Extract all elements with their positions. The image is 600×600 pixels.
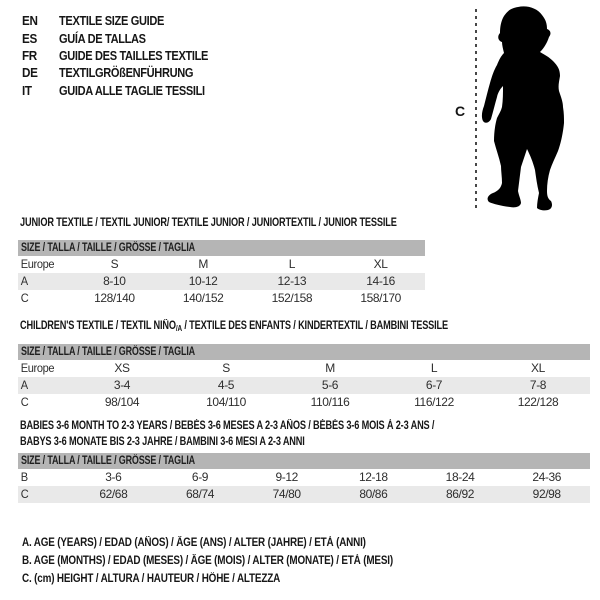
row-label: Europe bbox=[20, 361, 55, 375]
row-label: C bbox=[20, 487, 29, 501]
size-cell: 140/152 bbox=[182, 291, 224, 305]
language-row bbox=[22, 82, 234, 99]
size-cell: 110/116 bbox=[310, 395, 350, 409]
size-cell: 6-7 bbox=[425, 378, 443, 392]
table-row bbox=[18, 360, 590, 377]
footnote-c: C. (cm) HEIGHT / ALTURA / HAUTEUR / HÖHE / ALTEZZA bbox=[22, 573, 281, 585]
footnote-a: A. AGE (YEARS) / EDAD (AÑOS) / ÂGE (ANS) / ALTER (JAHRE) / ETÀ (ANNI) bbox=[22, 537, 366, 549]
size-cell: 128/140 bbox=[94, 291, 135, 305]
size-header-band bbox=[18, 453, 590, 469]
footnote-legend bbox=[22, 534, 453, 588]
size-cell: XS bbox=[114, 361, 130, 375]
table-row bbox=[18, 290, 425, 307]
height-measure-label: C bbox=[455, 103, 466, 119]
size-cell: 62/68 bbox=[99, 487, 128, 501]
size-cell: 7-8 bbox=[529, 378, 547, 392]
size-cell: S bbox=[222, 361, 230, 375]
size-cell: M bbox=[198, 257, 208, 271]
size-header-label: SIZE / TALLA / TAILLE / GRÖSSE / TAGLIA bbox=[21, 346, 195, 358]
junior-size-table bbox=[18, 240, 425, 307]
table-row bbox=[18, 469, 590, 486]
size-cell: 6-9 bbox=[191, 470, 209, 484]
size-cell: M bbox=[325, 361, 335, 375]
language-title: TEXTILGRÖßENFÜHRUNG bbox=[59, 65, 194, 81]
language-code: FR bbox=[22, 47, 37, 63]
size-cell: S bbox=[110, 257, 119, 271]
size-cell: 12-18 bbox=[359, 470, 388, 484]
size-cell: XL bbox=[531, 361, 545, 375]
size-cell: 152/158 bbox=[271, 291, 313, 305]
size-cell: 24-36 bbox=[532, 470, 562, 484]
row-label: Europe bbox=[20, 257, 55, 271]
size-header-band bbox=[18, 344, 590, 360]
language-title: GUÍA DE TALLAS bbox=[59, 30, 146, 46]
language-row bbox=[22, 29, 234, 46]
size-cell: 10-12 bbox=[188, 274, 218, 288]
size-cell: 9-12 bbox=[275, 470, 298, 484]
language-code: DE bbox=[22, 65, 38, 81]
babies-table-title-line2: BABYS 3-6 MONATE BIS 2-3 JAHRE / BAMBINI 3-6 MESI A 2-3 ANNI bbox=[20, 436, 305, 448]
size-cell: 104/110 bbox=[206, 395, 246, 409]
size-header-label: SIZE / TALLA / TAILLE / GRÖSSE / TAGLIA bbox=[21, 455, 195, 467]
size-cell: 98/104 bbox=[104, 395, 140, 409]
language-title: GUIDE DES TAILLES TEXTILE bbox=[59, 47, 209, 63]
language-row bbox=[22, 64, 234, 81]
table-row bbox=[18, 486, 590, 503]
childrens-title-pre: CHILDREN'S TEXTILE / TEXTIL NIÑO bbox=[20, 320, 176, 332]
junior-table-title: JUNIOR TEXTILE / TEXTIL JUNIOR/ TEXTILE JUNIOR / JUNIORTEXTIL / JUNIOR TESSILE bbox=[20, 217, 397, 229]
footnote-b: B. AGE (MONTHS) / EDAD (MESES) / ÂGE (MOIS) / ALTER (MONATE) / ETÀ (MESI) bbox=[22, 555, 393, 567]
size-cell: 122/128 bbox=[517, 395, 559, 409]
childrens-table-title bbox=[20, 320, 448, 332]
size-cell: 80/86 bbox=[359, 487, 388, 501]
childrens-title-subscript: /A bbox=[175, 324, 182, 333]
size-cell: 116/122 bbox=[414, 395, 454, 409]
size-cell: 5-6 bbox=[321, 378, 339, 392]
row-label: B bbox=[20, 470, 28, 484]
language-code: IT bbox=[22, 82, 32, 98]
language-code: ES bbox=[22, 30, 37, 46]
size-cell: 3-6 bbox=[105, 470, 122, 484]
size-cell: L bbox=[288, 257, 296, 271]
size-cell: 4-5 bbox=[217, 378, 235, 392]
language-title: TEXTILE SIZE GUIDE bbox=[59, 13, 165, 29]
size-header-label: SIZE / TALLA / TAILLE / GRÖSSE / TAGLIA bbox=[21, 242, 195, 254]
row-label: C bbox=[20, 291, 29, 305]
language-row bbox=[22, 47, 234, 64]
size-cell: 18-24 bbox=[445, 470, 475, 484]
size-cell: 14-16 bbox=[366, 274, 395, 288]
language-title: GUIDA ALLE TAGLIE TESSILI bbox=[59, 82, 205, 98]
size-cell: 158/170 bbox=[360, 291, 401, 305]
size-header-band bbox=[18, 240, 425, 256]
language-code: EN bbox=[22, 13, 38, 29]
babies-size-table bbox=[18, 453, 590, 503]
size-cell: 68/74 bbox=[185, 487, 215, 501]
size-cell: 12-13 bbox=[277, 274, 307, 288]
row-label: C bbox=[20, 395, 29, 409]
size-cell: 3-4 bbox=[113, 378, 131, 392]
language-title-list bbox=[22, 12, 234, 99]
row-label: A bbox=[20, 274, 28, 288]
language-row bbox=[22, 12, 234, 29]
size-cell: 92/98 bbox=[532, 487, 561, 501]
table-row bbox=[18, 377, 590, 394]
size-cell: 8-10 bbox=[103, 274, 126, 288]
table-row bbox=[18, 394, 590, 411]
babies-table-title-line1: BABIES 3-6 MONTH TO 2-3 YEARS / BEBÉS 3-6 MESES A 2-3 AÑOS / BÉBÉS 3-6 MOIS À 2-3 ANS / bbox=[20, 420, 435, 432]
childrens-title-post: / TEXTILE DES ENFANTS / KINDERTEXTIL / BAMBINI TESSILE bbox=[181, 320, 448, 332]
table-row bbox=[18, 273, 425, 290]
size-cell: XL bbox=[373, 257, 388, 271]
height-measure-dashed-line bbox=[475, 9, 477, 212]
table-row bbox=[18, 256, 425, 273]
size-cell: 86/92 bbox=[446, 487, 475, 501]
size-cell: L bbox=[430, 361, 438, 375]
childrens-size-table bbox=[18, 344, 590, 411]
toddler-silhouette-icon bbox=[480, 5, 590, 215]
row-label: A bbox=[20, 378, 28, 392]
size-cell: 74/80 bbox=[272, 487, 301, 501]
